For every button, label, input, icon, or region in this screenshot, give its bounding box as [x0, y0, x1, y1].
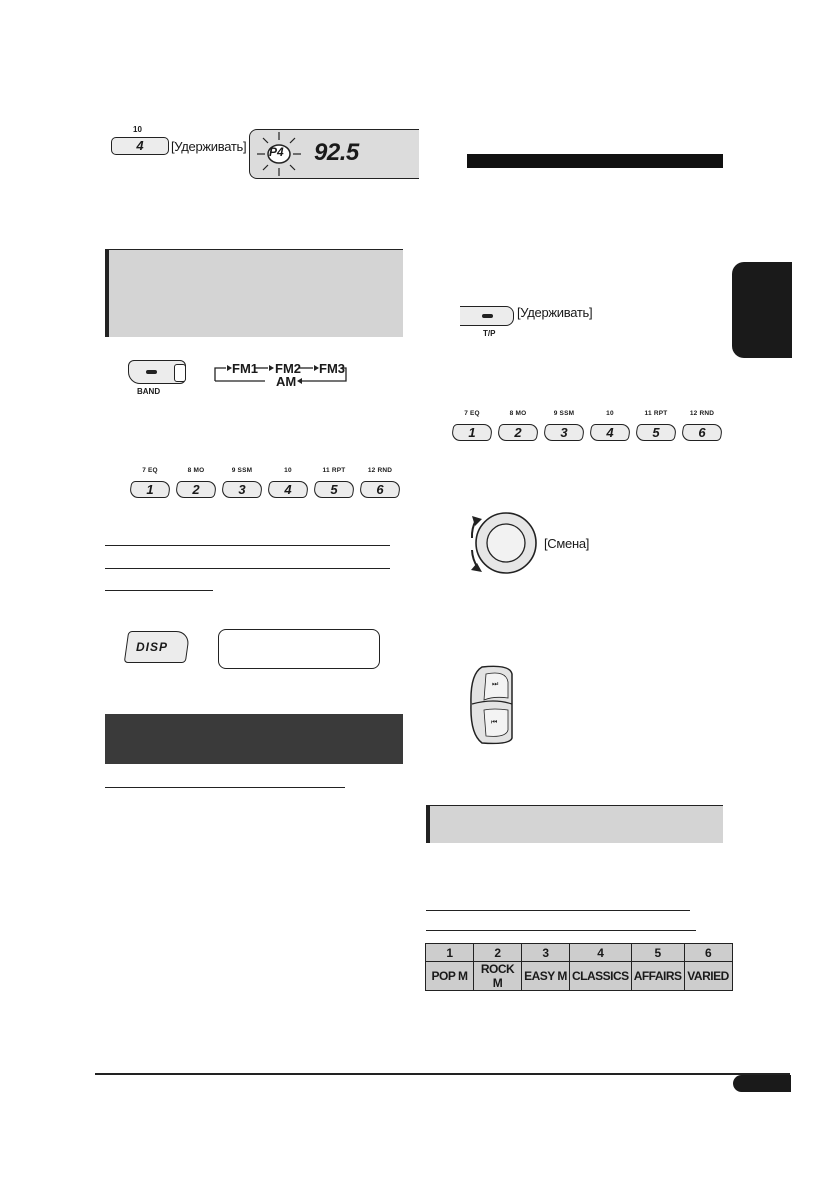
text-rule — [426, 930, 696, 931]
preset-hold-illustration — [105, 125, 415, 185]
pty-name: POP M — [426, 962, 474, 991]
preset-key-4[interactable]: 10 4 — [268, 481, 308, 500]
tp-button[interactable] — [460, 306, 514, 326]
pty-number: 5 — [631, 944, 684, 962]
section-fm-header — [105, 249, 403, 337]
preset-4-button[interactable] — [111, 137, 169, 155]
preset-key-3[interactable]: 9 SSM 3 — [544, 424, 584, 443]
display-frequency: 92.5 — [314, 139, 359, 166]
svg-text:⏭: ⏭ — [492, 680, 499, 688]
display-preset: P4 — [269, 145, 284, 159]
text-rule — [426, 910, 690, 911]
pty-name: EASY M — [522, 962, 570, 991]
text-rule — [105, 545, 390, 546]
page-number-badge — [733, 1075, 791, 1092]
remote-rocker-button[interactable] — [466, 664, 518, 746]
preset-key-2[interactable]: 8 MO 2 — [498, 424, 538, 443]
disp-label: DISP — [136, 640, 169, 654]
band-button[interactable] — [128, 360, 186, 384]
text-rule — [105, 590, 213, 591]
text-rule — [105, 568, 390, 569]
preset-key-2[interactable]: 8 MO 2 — [176, 481, 216, 500]
svg-text:⏮: ⏮ — [491, 718, 498, 726]
footer-rule — [95, 1073, 790, 1075]
pty-number: 4 — [570, 944, 632, 962]
preset-key-4[interactable]: 10 4 — [590, 424, 630, 443]
control-dial[interactable] — [462, 508, 546, 578]
pty-name: VARIED — [684, 962, 732, 991]
pty-name: CLASSICS — [570, 962, 632, 991]
heading-bar — [467, 154, 723, 168]
text-rule — [105, 787, 345, 788]
pty-number: 6 — [684, 944, 732, 962]
preset-keys-right — [452, 410, 727, 440]
pty-name: AFFAIRS — [631, 962, 684, 991]
pty-name: ROCK M — [474, 962, 522, 991]
pty-number: 1 — [426, 944, 474, 962]
dial-label: [Смена] — [544, 536, 590, 551]
preset-key-5[interactable]: 11 RPT 5 — [636, 424, 676, 443]
band-fm1: FM1 — [232, 361, 258, 376]
section-dark-header — [105, 714, 403, 764]
band-label: BAND — [137, 387, 161, 396]
band-am: AM — [276, 374, 297, 389]
band-fm3: FM3 — [319, 361, 345, 376]
preset-keys-left — [130, 467, 405, 497]
section-pty-header — [426, 805, 723, 843]
preset-key-6[interactable]: 12 RND 6 — [360, 481, 400, 500]
preset-key-1[interactable]: 7 EQ 1 — [452, 424, 492, 443]
band-fm2: FM2 — [275, 361, 301, 376]
disp-button[interactable] — [126, 631, 188, 663]
preset-4-number: 4 — [136, 138, 144, 153]
pty-number: 3 — [522, 944, 570, 962]
hold-label: [Удерживать] — [171, 139, 247, 154]
disp-display-outline — [218, 629, 380, 669]
preset-key-1[interactable]: 7 EQ 1 — [130, 481, 170, 500]
key-caption: 10 — [133, 125, 142, 134]
language-side-tab — [732, 262, 792, 358]
preset-key-6[interactable]: 12 RND 6 — [682, 424, 722, 443]
pty-code-table — [425, 943, 733, 991]
preset-key-5[interactable]: 11 RPT 5 — [314, 481, 354, 500]
lcd-display — [249, 129, 419, 179]
pty-number: 2 — [474, 944, 522, 962]
preset-key-3[interactable]: 9 SSM 3 — [222, 481, 262, 500]
tp-hold-label: [Удерживать] — [517, 305, 593, 320]
tp-label: T/P — [483, 329, 496, 338]
